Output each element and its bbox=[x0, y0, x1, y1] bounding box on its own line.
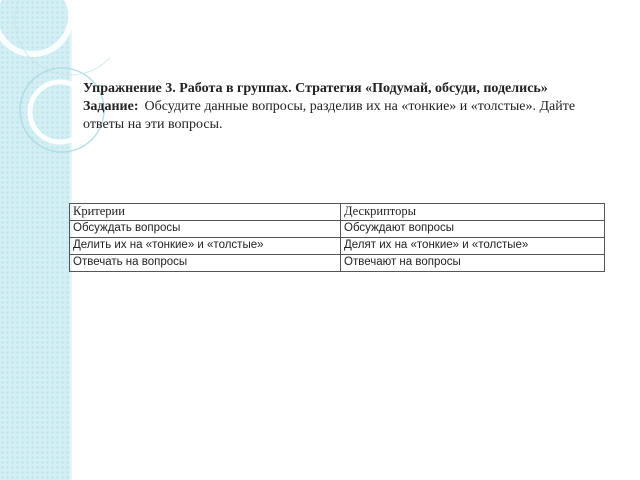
exercise-title: Упражнение 3. Работа в группах. Стратегия «Подумай, обсуди, поделись» bbox=[83, 81, 548, 96]
criteria-cell: Обсуждать вопросы bbox=[70, 221, 341, 238]
header-criteria: Критерии bbox=[70, 204, 341, 221]
table-row bbox=[70, 221, 605, 238]
table-row bbox=[70, 255, 605, 272]
criteria-cell: Отвечать на вопросы bbox=[70, 255, 341, 272]
task-label: Задание: bbox=[83, 99, 139, 114]
exercise-heading bbox=[83, 80, 583, 134]
table-row bbox=[70, 238, 605, 255]
header-descriptors: Дескрипторы bbox=[341, 204, 605, 221]
descriptor-cell: Отвечают на вопросы bbox=[341, 255, 605, 272]
descriptor-cell: Делят их на «тонкие» и «толстые» bbox=[341, 238, 605, 255]
criteria-cell: Делить их на «тонкие» и «толстые» bbox=[70, 238, 341, 255]
descriptor-cell: Обсуждают вопросы bbox=[341, 221, 605, 238]
exercise-task bbox=[83, 98, 583, 134]
criteria-table bbox=[69, 203, 605, 272]
table-header-row bbox=[70, 204, 605, 221]
task-text: Обсудите данные вопросы, разделив их на «тонкие» и «толстые». Дайте ответы на эти вопросы. bbox=[83, 99, 576, 132]
